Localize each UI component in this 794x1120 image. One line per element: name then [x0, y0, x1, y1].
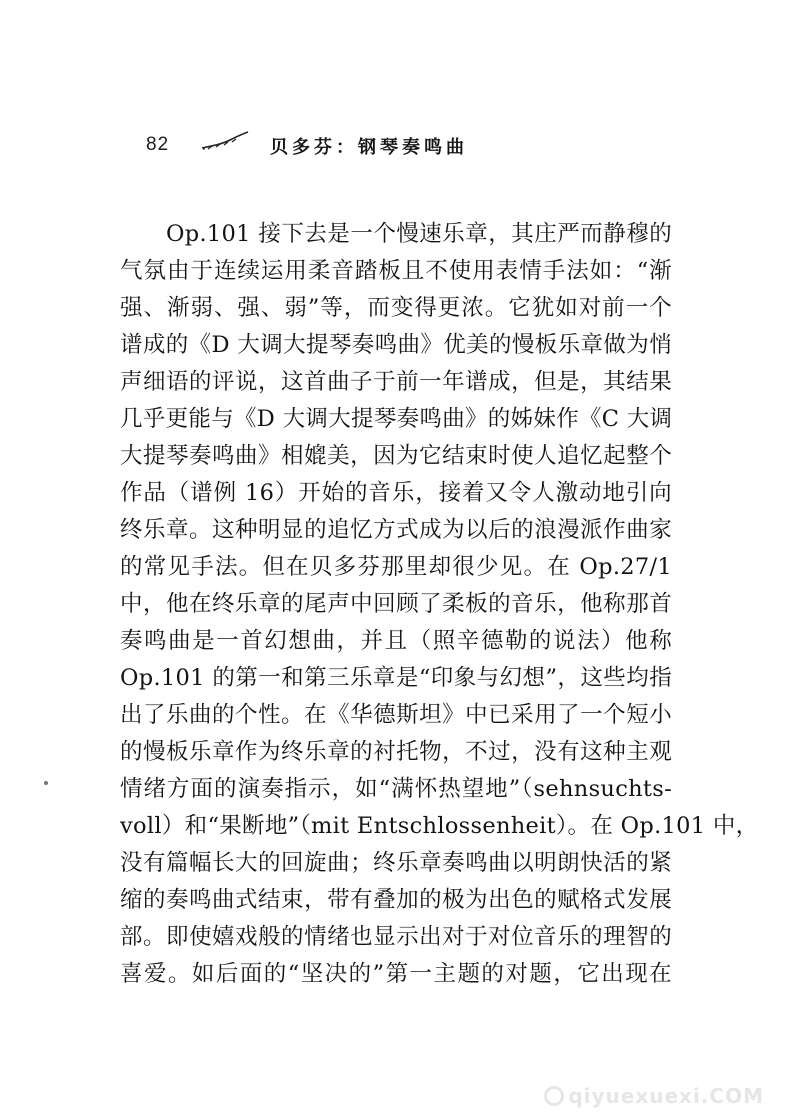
text-line: 的常见手法。但在贝多芬那里却很少见。在 Op.27/1 — [120, 554, 672, 580]
text-line: 终乐章。这种明显的追忆方式成为以后的浪漫派作曲家 — [120, 517, 672, 543]
watermark — [544, 1084, 764, 1108]
page-number: 82 — [146, 134, 170, 155]
pen-flourish-icon — [200, 130, 250, 154]
margin-mark — [44, 781, 48, 785]
text-line: 奏鸣曲是一首幻想曲，并且（照辛德勒的说法）他称 — [120, 628, 672, 654]
text-line: 喜爱。如后面的“坚决的”第一主题的对题，它出现在 — [120, 961, 672, 987]
text-line: 谱成的《D 大调大提琴奏鸣曲》优美的慢板乐章做为悄 — [120, 332, 672, 358]
text-line: Op.101 的第一和第三乐章是“印象与幻想”，这些均指 — [120, 665, 672, 691]
text-line: 强、渐弱、强、弱”等，而变得更浓。它犹如对前一个 — [120, 295, 672, 321]
text-line: 气氛由于连续运用柔音踏板且不使用表情手法如：“渐 — [120, 258, 672, 284]
text-line: 情绪方面的演奏指示，如“满怀热望地”（sehnsuchts- — [120, 776, 672, 802]
text-line: 出了乐曲的个性。在《华德斯坦》中已采用了一个短小 — [120, 702, 672, 728]
page-header — [0, 128, 794, 164]
text-line: 作品（谱例 16）开始的音乐，接着又令人激动地引向 — [120, 480, 672, 506]
running-title: 贝多芬：钢琴奏鸣曲 — [270, 137, 468, 158]
watermark-logo-icon — [544, 1086, 564, 1106]
text-line: 声细语的评说，这首曲子于前一年谱成，但是，其结果 — [120, 369, 672, 395]
text-line: 几乎更能与《D 大调大提琴奏鸣曲》的姊妹作《C 大调 — [120, 406, 673, 432]
text-line: 大提琴奏鸣曲》相媲美，因为它结束时使人追忆起整个 — [120, 443, 672, 469]
body-text — [120, 216, 759, 987]
watermark-text: qiyuexuexi.COM — [568, 1084, 764, 1108]
text-line: 部。即使嬉戏般的情绪也显示出对于对位音乐的理智的 — [120, 924, 672, 950]
text-line: 缩的奏鸣曲式结束，带有叠加的极为出色的赋格式发展 — [120, 887, 672, 913]
text-line: Op.101 接下去是一个慢速乐章，其庄严而静穆的 — [166, 221, 672, 247]
text-line: voll）和“果断地”（mit Entschlossenheit）。在 Op.101 中， — [120, 813, 759, 839]
text-line: 中，他在终乐章的尾声中回顾了柔板的音乐，他称那首 — [120, 591, 672, 617]
text-line: 的慢板乐章作为终乐章的衬托物，不过，没有这种主观 — [120, 739, 672, 765]
text-line: 没有篇幅长大的回旋曲；终乐章奏鸣曲以明朗快活的紧 — [120, 850, 672, 876]
